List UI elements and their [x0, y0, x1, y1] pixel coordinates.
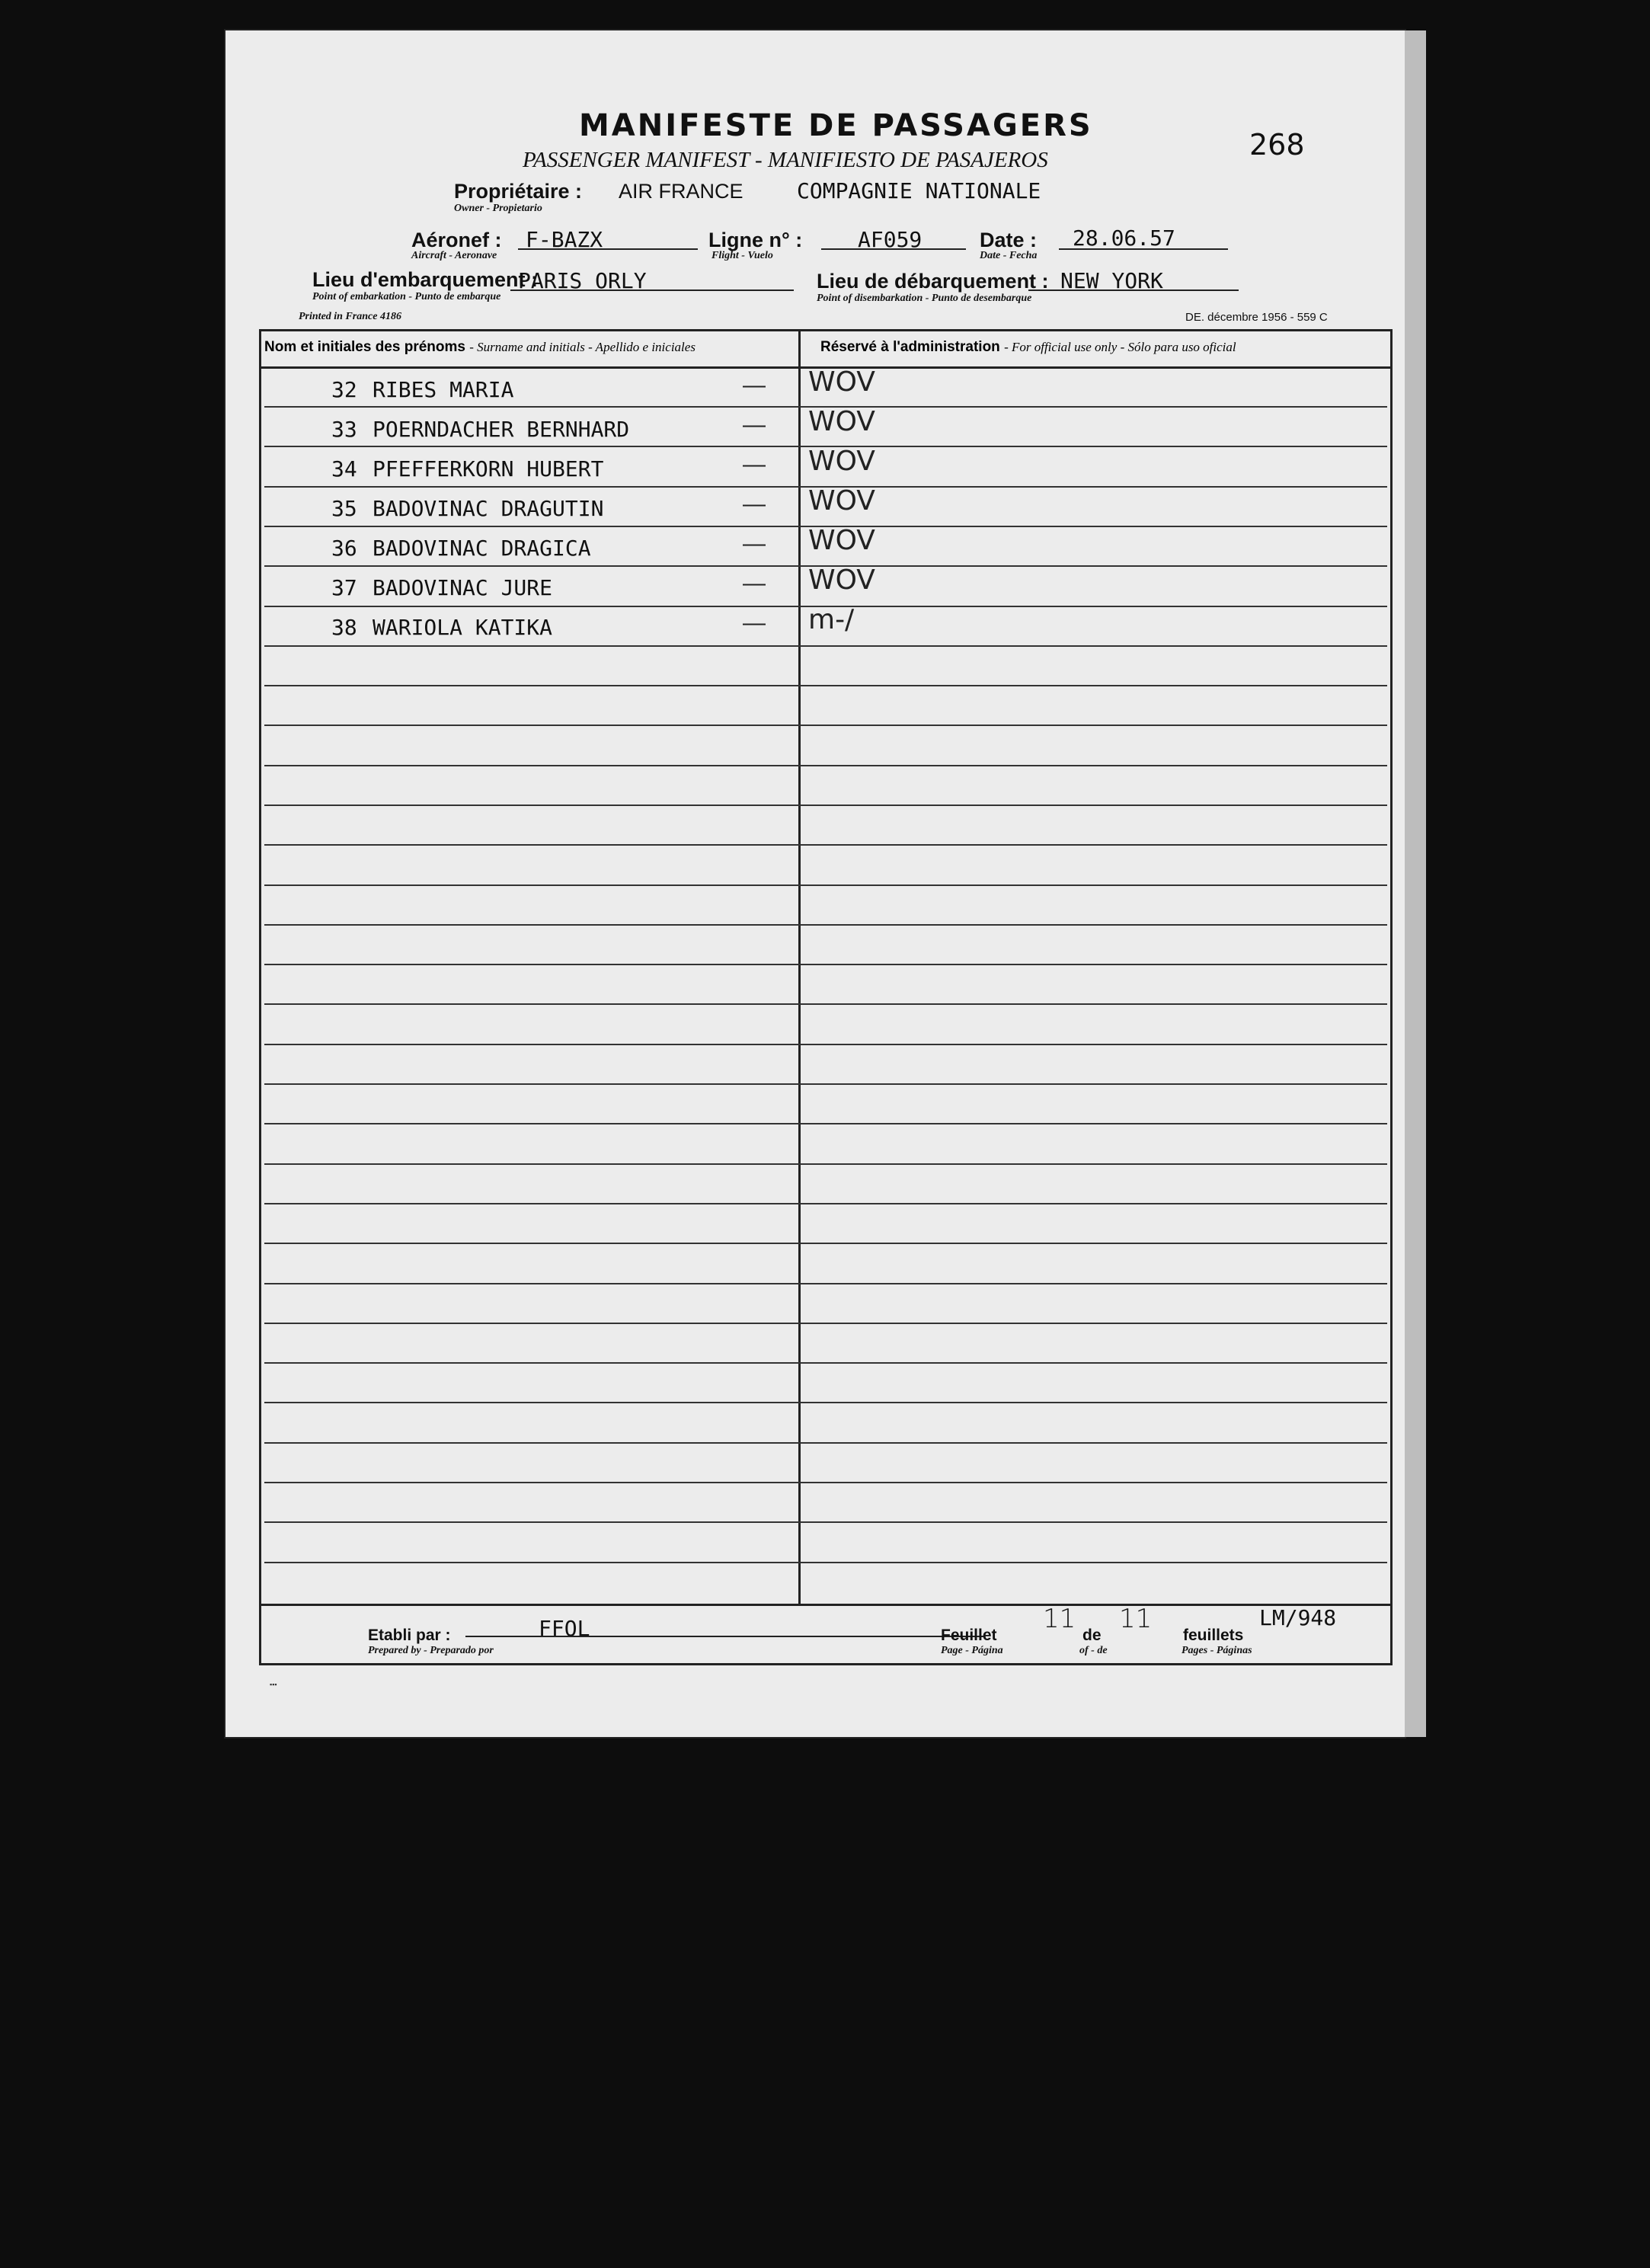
official-mark: WOV [808, 446, 875, 477]
disembarkation-label: Lieu de débarquement : [817, 270, 1049, 293]
of-label: de [1082, 1627, 1102, 1644]
ruled-line [264, 1562, 1387, 1563]
ruled-line [264, 1044, 1387, 1045]
ruled-line [264, 1362, 1387, 1364]
official-mark: WOV [808, 366, 875, 398]
official-mark: WOV [808, 525, 875, 556]
check-mark: — [743, 412, 766, 437]
sheet-value: 11 [1043, 1604, 1076, 1634]
printer-mark: ▪▪▪ [270, 1681, 277, 1688]
passenger-number: 32 [331, 377, 357, 402]
pages-sublabel: Pages - Páginas [1182, 1645, 1252, 1656]
embarkation-sublabel: Point of embarkation - Punto de embarque [312, 291, 501, 302]
aircraft-value: F-BAZX [526, 227, 603, 252]
aircraft-label: Aéronef : [411, 229, 502, 251]
passenger-name: BADOVINAC DRAGUTIN [373, 496, 604, 521]
flight-sublabel: Flight - Vuelo [711, 250, 773, 261]
ruled-line [264, 884, 1387, 886]
disembarkation-value: NEW YORK [1060, 268, 1163, 293]
ruled-line [264, 844, 1387, 846]
page-number: 268 [1249, 128, 1305, 162]
passenger-number: 35 [331, 496, 357, 521]
sheet-label: Feuillet [941, 1627, 997, 1644]
passenger-number: 36 [331, 536, 357, 561]
official-mark: WOV [808, 406, 875, 437]
date-label: Date : [980, 229, 1038, 251]
passenger-name: BADOVINAC DRAGICA [373, 536, 591, 561]
ruled-line [264, 1083, 1387, 1085]
prepared-sublabel: Prepared by - Preparado por [368, 1645, 494, 1656]
date-sublabel: Date - Fecha [980, 250, 1038, 261]
disembarkation-sublabel: Point of disembarkation - Punto de desembarque [817, 293, 1032, 304]
ruled-line [264, 1163, 1387, 1165]
col-official-header: Réservé à l'administration - For official use only - Sólo para uso oficial [820, 339, 1236, 355]
pages-label: feuillets [1183, 1627, 1244, 1644]
ruled-line [264, 1203, 1387, 1204]
flight-label: Ligne n° : [708, 229, 803, 251]
sheet-sublabel: Page - Página [941, 1645, 1003, 1656]
check-mark: — [743, 571, 766, 596]
passenger-name: POERNDACHER BERNHARD [373, 417, 630, 442]
check-mark: — [743, 491, 766, 517]
ruled-line [264, 765, 1387, 766]
ruled-line [264, 1283, 1387, 1284]
ruled-line [264, 1243, 1387, 1244]
reference-code: LM/948 [1259, 1605, 1337, 1630]
embarkation-value: PARIS ORLY [518, 268, 647, 293]
owner-label: Propriétaire : [454, 180, 583, 203]
ruled-line [264, 924, 1387, 926]
ruled-line [264, 1521, 1387, 1523]
passenger-number: 38 [331, 615, 357, 640]
check-mark: — [743, 452, 766, 477]
owner-printed-value: AIR FRANCE [619, 180, 743, 203]
ruled-line [264, 1003, 1387, 1005]
ruled-line [264, 1123, 1387, 1124]
passenger-name: PFEFFERKORN HUBERT [373, 456, 604, 481]
check-mark: — [743, 610, 766, 635]
official-mark: WOV [808, 485, 875, 517]
ruled-line [264, 1323, 1387, 1324]
passenger-number: 33 [331, 417, 357, 442]
embarkation-label: Lieu d'embarquement : [312, 268, 538, 291]
document-subtitle: PASSENGER MANIFEST - MANIFIESTO DE PASAJEROS [523, 148, 1048, 172]
check-mark: — [743, 373, 766, 398]
printed-in: Printed in France 4186 [299, 311, 401, 322]
ruled-line [264, 964, 1387, 965]
passenger-name: RIBES MARIA [373, 377, 514, 402]
form-code: DE. décembre 1956 - 559 C [1185, 311, 1328, 324]
ruled-line [264, 685, 1387, 686]
official-mark: WOV [808, 565, 875, 596]
passenger-number: 37 [331, 575, 357, 600]
column-divider [798, 331, 801, 1604]
ruled-line [264, 1482, 1387, 1483]
ruled-line [264, 725, 1387, 726]
prepared-label: Etabli par : [368, 1627, 451, 1644]
ruled-line [264, 1402, 1387, 1403]
official-mark: m-/ [808, 604, 855, 635]
prepared-value: FFOL [539, 1616, 590, 1641]
aircraft-sublabel: Aircraft - Aeronave [411, 250, 497, 261]
passenger-number: 34 [331, 456, 357, 481]
manifest-table [259, 329, 1393, 1665]
of-sublabel: of - de [1079, 1645, 1108, 1656]
document-title: MANIFESTE DE PASSAGERS [579, 108, 1093, 143]
scan-edge [1405, 30, 1426, 1737]
owner-typed-value: COMPAGNIE NATIONALE [797, 178, 1041, 203]
ruled-line [264, 805, 1387, 806]
owner-sublabel: Owner - Propietario [454, 203, 542, 214]
passenger-name: BADOVINAC JURE [373, 575, 553, 600]
ruled-line [264, 1442, 1387, 1444]
ruled-line [264, 645, 1387, 647]
date-value: 28.06.57 [1073, 226, 1175, 251]
passenger-name: WARIOLA KATIKA [373, 615, 553, 640]
of-value: 11 [1119, 1604, 1153, 1634]
flight-value: AF059 [858, 227, 923, 252]
check-mark: — [743, 531, 766, 556]
col-name-header: Nom et initiales des prénoms - Surname and initials - Apellido e iniciales [264, 339, 695, 355]
